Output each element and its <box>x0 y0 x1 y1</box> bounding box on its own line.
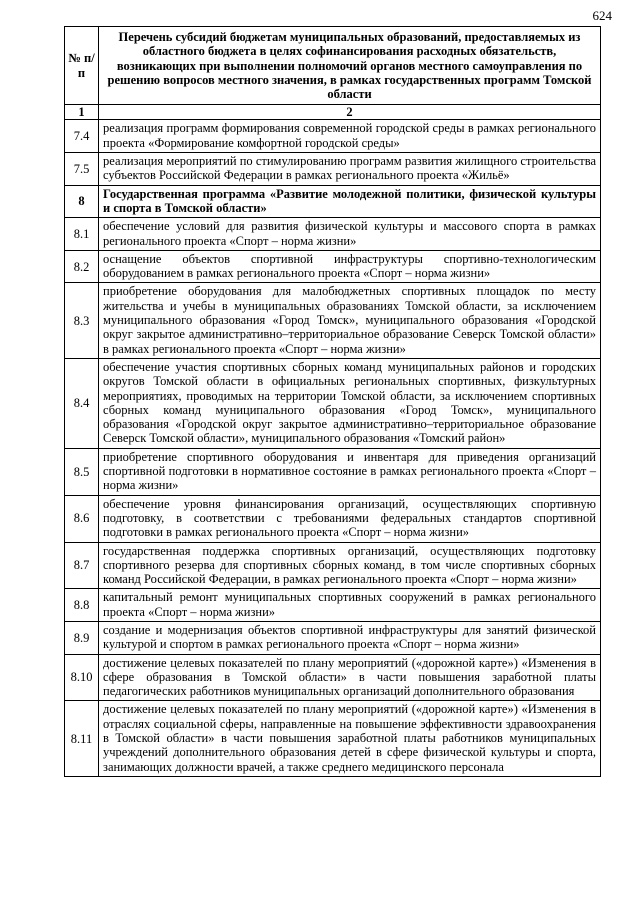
row-number: 8.6 <box>65 495 99 542</box>
row-number: 7.4 <box>65 120 99 153</box>
table-row <box>65 495 601 542</box>
row-text: оснащение объектов спортивной инфраструктуры спортивно-технологическим оборудованием в рамках регионального проекта «Спорт – норма жизни» <box>99 250 601 283</box>
column-header-number: № п/п <box>65 27 99 105</box>
row-text: достижение целевых показателей по плану мероприятий («дорожной карте») «Изменения в отраслях социальной сферы, направленные на повышение эффективности здравоохранения в Томской области» в части повышения заработной платы работников муниципальных учреждений дополнительного образования детей в сфере физической культуры и спорта, занимающих должности врачей, а также среднего медицинского персонала <box>99 701 601 776</box>
table-row <box>65 358 601 448</box>
row-text: создание и модернизация объектов спортивной инфраструктуры для занятий физической культурой и спортом в рамках регионального проекта «Спорт – норма жизни» <box>99 621 601 654</box>
table-row <box>65 701 601 776</box>
program-title: Государственная программа «Развитие молодежной политики, физической культуры и спорта в Томской области» <box>99 185 601 218</box>
column-number: 1 <box>65 105 99 120</box>
row-number: 8.3 <box>65 283 99 358</box>
table-row <box>65 654 601 701</box>
row-number: 8.11 <box>65 701 99 776</box>
row-text: государственная поддержка спортивных организаций, осуществляющих подготовку спортивного резерва для спортивных сборных команд, в том числе спортивных сборных команд Российской Федерации, в рамках регионального проекта «Спорт – норма жизни» <box>99 542 601 589</box>
table-header-row <box>65 27 601 105</box>
column-number-row <box>65 105 601 120</box>
row-number: 8.9 <box>65 621 99 654</box>
table-row <box>65 621 601 654</box>
table-row <box>65 589 601 622</box>
row-number: 8.8 <box>65 589 99 622</box>
row-text: приобретение спортивного оборудования и инвентаря для приведения организаций спортивной подготовки в нормативное состояние в рамках регионального проекта «Спорт – норма жизни» <box>99 448 601 495</box>
row-text: обеспечение участия спортивных сборных команд муниципальных районов и городских округов Томской области в официальных региональных спортивных, физкультурных мероприятиях, проводимых на территории Томской области, за исключением спортивных сборных команд муниципального образования «Город Томск», муниципального образования «Городской округ закрытое административно–территориальное образование Северск Томской области», муниципального образования «Томский район» <box>99 358 601 448</box>
row-number: 8.5 <box>65 448 99 495</box>
row-text: реализация мероприятий по стимулированию программ развития жилищного строительства субъектов Российской Федерации в рамках регионального проекта «Жильё» <box>99 153 601 186</box>
column-header-title: Перечень субсидий бюджетам муниципальных образований, предоставляемых из областного бюджета в целях софинансирования расходных обязательств, возникающих при выполнении полномочий органов местного самоуправления по решению вопросов местного значения, в рамках государственных программ Томской области <box>99 27 601 105</box>
row-number: 8.7 <box>65 542 99 589</box>
table-row <box>65 448 601 495</box>
table-row <box>65 120 601 153</box>
row-number: 8.10 <box>65 654 99 701</box>
row-number: 8.4 <box>65 358 99 448</box>
program-row <box>65 185 601 218</box>
row-text: капитальный ремонт муниципальных спортивных сооружений в рамках регионального проекта «Спорт – норма жизни» <box>99 589 601 622</box>
row-text: обеспечение условий для развития физической культуры и массового спорта в рамках регионального проекта «Спорт – норма жизни» <box>99 218 601 251</box>
row-number: 8.2 <box>65 250 99 283</box>
table-row <box>65 250 601 283</box>
table-row <box>65 283 601 358</box>
page-number: 624 <box>592 8 612 23</box>
column-number: 2 <box>99 105 601 120</box>
table-row <box>65 218 601 251</box>
row-number: 7.5 <box>65 153 99 186</box>
row-number: 8 <box>65 185 99 218</box>
row-text: обеспечение уровня финансирования организаций, осуществляющих спортивную подготовку, в соответствии с требованиями федеральных стандартов спортивной подготовки в рамках регионального проекта «Спорт – норма жизни» <box>99 495 601 542</box>
table-row <box>65 542 601 589</box>
table-row <box>65 153 601 186</box>
row-text: достижение целевых показателей по плану мероприятий («дорожной карте») «Изменения в сфере образования в Томской области» в части повышения заработной платы педагогических работников муниципальных организаций дополнительного образования <box>99 654 601 701</box>
row-text: реализация программ формирования современной городской среды в рамках регионального проекта «Формирование комфортной городской среды» <box>99 120 601 153</box>
subsidies-table <box>64 26 601 777</box>
row-text: приобретение оборудования для малобюджетных спортивных площадок по месту жительства и учебы в муниципальных образованиях Томской области, за исключением муниципального образования «Город Томск», муниципального образования «Городской округ закрытое административно–территориальное образование Северск Томской области» в рамках регионального проекта «Спорт – норма жизни» <box>99 283 601 358</box>
row-number: 8.1 <box>65 218 99 251</box>
